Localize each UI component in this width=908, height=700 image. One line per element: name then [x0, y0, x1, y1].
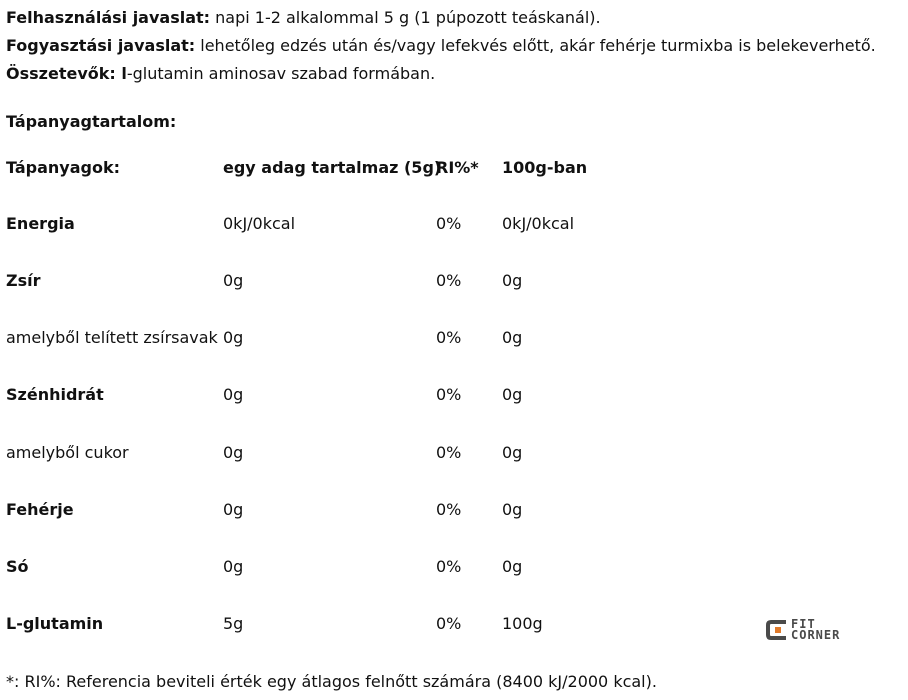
- nutrient-name: Energia: [6, 214, 75, 233]
- nutrition-heading: Tápanyagtartalom:: [6, 112, 177, 131]
- ri-value: 0%: [436, 614, 462, 633]
- per100-value: 0g: [502, 500, 523, 519]
- nutrient-name: Zsír: [6, 271, 41, 290]
- serving-value: 0g: [223, 328, 244, 347]
- usage-text: napi 1-2 alkalommal 5 g (1 púpozott teáskanál).: [210, 8, 601, 27]
- serving-value: 0g: [223, 500, 244, 519]
- usage-label: Felhasználási javaslat:: [6, 8, 211, 27]
- logo-line2: CORNER: [791, 628, 841, 642]
- ri-value: 0%: [436, 271, 462, 290]
- header-ri: RI%*: [436, 158, 479, 177]
- ri-value: 0%: [436, 443, 462, 462]
- ri-value: 0%: [436, 385, 462, 404]
- fitcorner-logo: [766, 617, 840, 643]
- header-serving: egy adag tartalmaz (5g): [223, 158, 442, 177]
- serving-value: 0g: [223, 443, 244, 462]
- serving-value: 0g: [223, 271, 244, 290]
- nutrient-name: amelyből cukor: [6, 443, 129, 462]
- footnote: *: RI%: Referencia beviteli érték egy átlagos felnőtt számára (8400 kJ/2000 kcal).: [6, 672, 657, 691]
- logo-mark-icon: [766, 619, 788, 641]
- logo-line1: FIT: [791, 617, 816, 631]
- consumption-line: [6, 36, 876, 56]
- per100-value: 0g: [502, 557, 523, 576]
- serving-value: 0g: [223, 385, 244, 404]
- consumption-text: lehetőleg edzés után és/vagy lefekvés előtt, akár fehérje turmixba is belekeverhető.: [195, 36, 876, 55]
- ri-value: 0%: [436, 500, 462, 519]
- nutrient-name: L-glutamin: [6, 614, 104, 633]
- nutrient-name: Szénhidrát: [6, 385, 104, 404]
- per100-value: 0kJ/0kcal: [502, 214, 575, 233]
- per100-value: 0g: [502, 443, 523, 462]
- ri-value: 0%: [436, 557, 462, 576]
- per100-value: 0g: [502, 271, 523, 290]
- per100-value: 0g: [502, 328, 523, 347]
- consumption-label: Fogyasztási javaslat:: [6, 36, 196, 55]
- nutrient-name: Só: [6, 557, 29, 576]
- serving-value: 5g: [223, 614, 244, 633]
- nutrient-name: amelyből telített zsírsavak: [6, 328, 218, 347]
- usage-line: [6, 8, 601, 28]
- header-nutrients: Tápanyagok:: [6, 158, 120, 177]
- ri-value: 0%: [436, 328, 462, 347]
- per100-value: 100g: [502, 614, 543, 633]
- header-per100: 100g-ban: [502, 158, 588, 177]
- nutrient-name: Fehérje: [6, 500, 74, 519]
- ri-value: 0%: [436, 214, 462, 233]
- ingredients-text: -glutamin aminosav szabad formában.: [126, 64, 436, 83]
- logo-text: [791, 619, 840, 641]
- ingredients-label: Összetevők: l: [6, 64, 127, 83]
- serving-value: 0kJ/0kcal: [223, 214, 296, 233]
- serving-value: 0g: [223, 557, 244, 576]
- per100-value: 0g: [502, 385, 523, 404]
- ingredients-line: [6, 64, 435, 84]
